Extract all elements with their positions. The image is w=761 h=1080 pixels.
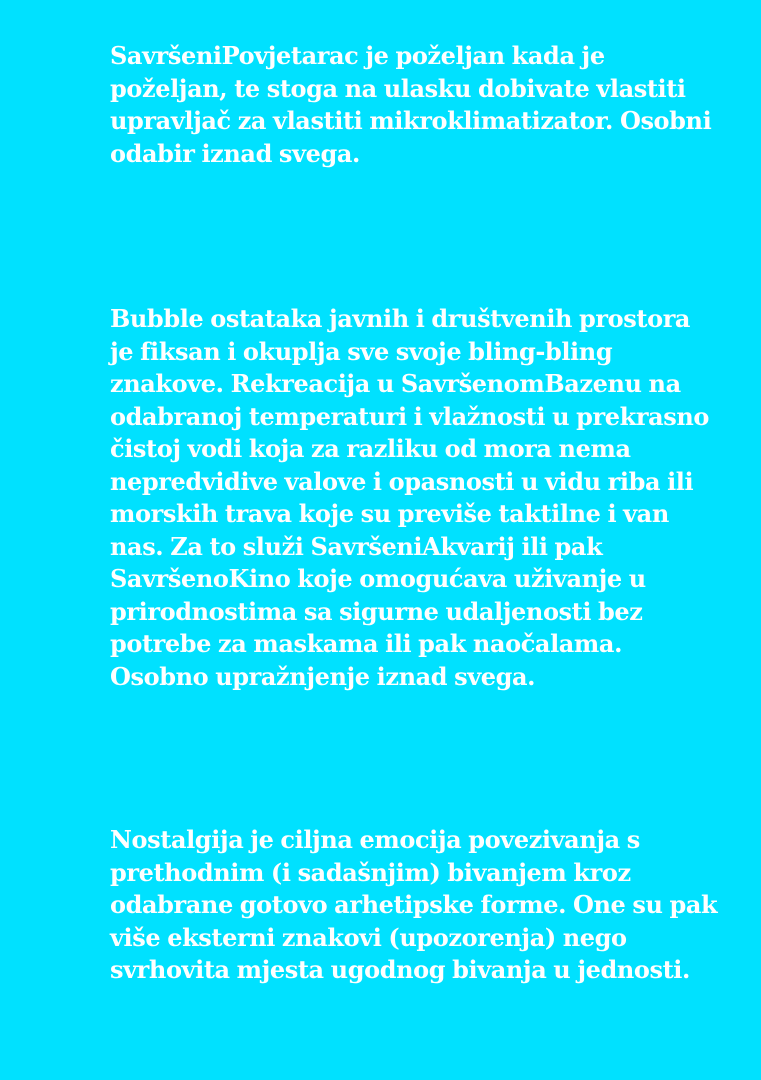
paragraph-perfect-breeze: SavršeniPovjetarac je poželjan kada je poželjan, te stoga na ulasku dobivate vlastiti upravljač za vlastiti mikroklimatizator. Osobni odabir iznad svega. [110,41,712,168]
paragraph-public-spaces-bubble: Bubble ostataka javnih i društvenih prostora je fiksan i okuplja sve svoje bling-bling znakove. Rekreacija u SavršenomBazenu na odabranoj temperaturi i vlažnosti u prekrasno čistoj vodi koja za razliku od mora nema nepredvidive valove i opasnosti u vidu riba ili morskih trava koje su previše taktilne i van nas. Za to služi SavršeniAkvarij ili pak SavršenoKino koje omogućava uživanje u prirodnostima sa sigurne udaljenosti bez potrebe za maskama ili pak naočalama. Osobno upražnjenje iznad svega. [110,304,709,691]
paragraph-nostalgia: Nostalgija je ciljna emocija povezivanja s prethodnim (i sadašnjim) bivanjem kroz odabrane gotovo arhetipske forme. One su pak više eksterni znakovi (upozorenja) nego svrhovita mjesta ugodnog bivanja u jednosti. [110,825,718,984]
